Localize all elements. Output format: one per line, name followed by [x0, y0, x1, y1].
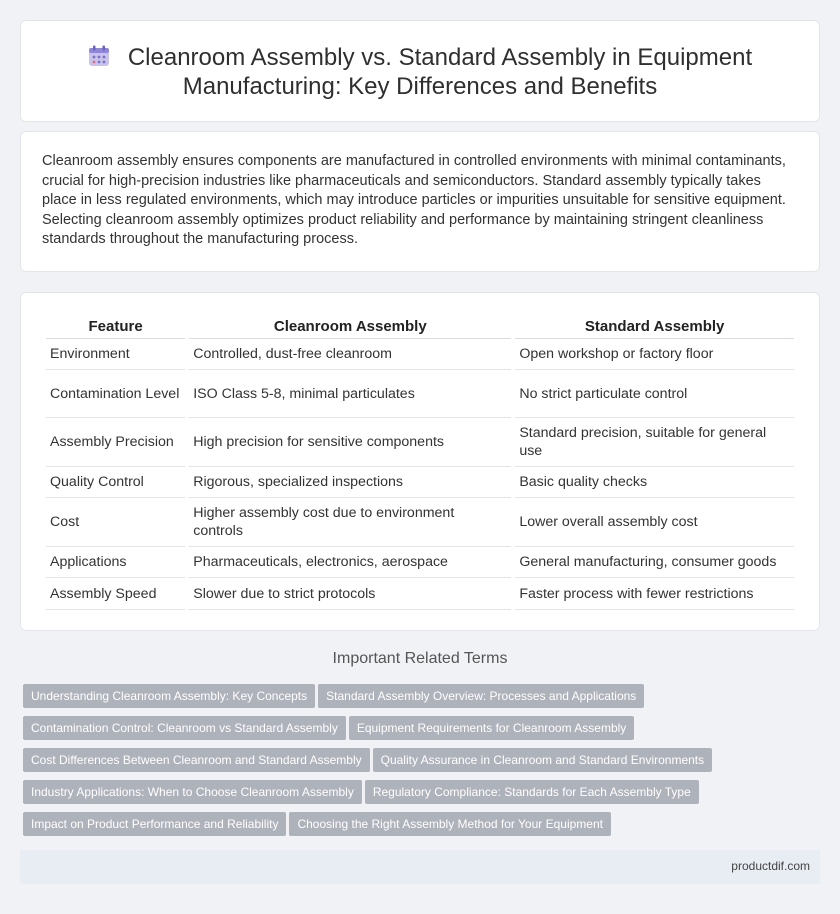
- table-row: [46, 467, 794, 498]
- table-row: [46, 339, 794, 370]
- intro-paragraph: Cleanroom assembly ensures components are manufactured in controlled environments with minimal contaminants, crucial for high-precision industries like pharmaceuticals and semiconductors. Standard assembly typically takes place in less regulated environments, which may introduce particles or impurities unsuitable for sensitive equipment. Selecting cleanroom assembly optimizes product reliability and performance by maintaining stringent cleanliness standards throughout the manufacturing process.: [42, 153, 786, 248]
- related-term-tag[interactable]: Contamination Control: Cleanroom vs Standard Assembly: [23, 716, 346, 740]
- related-term-tag[interactable]: Standard Assembly Overview: Processes and Applications: [318, 684, 644, 708]
- comparison-table-card: [20, 292, 820, 631]
- cleanroom-cell: ISO Class 5-8, minimal particulates: [189, 370, 511, 418]
- tag-row: [23, 716, 813, 748]
- feature-cell: Assembly Speed: [46, 578, 185, 610]
- related-term-tag[interactable]: Equipment Requirements for Cleanroom Assembly: [349, 716, 634, 740]
- feature-cell: Cost: [46, 498, 185, 547]
- tag-row: [23, 748, 813, 780]
- table-header-row: [46, 311, 794, 339]
- header-standard: Standard Assembly: [515, 311, 794, 339]
- related-term-tag[interactable]: Understanding Cleanroom Assembly: Key Concepts: [23, 684, 315, 708]
- title-line-2: Manufacturing: Key Differences and Benefits: [182, 73, 658, 100]
- feature-cell: Quality Control: [46, 467, 185, 498]
- cleanroom-cell: Controlled, dust-free cleanroom: [189, 339, 511, 370]
- page-title: [21, 43, 819, 101]
- header-cleanroom: Cleanroom Assembly: [189, 311, 511, 339]
- comparison-table: [42, 311, 798, 610]
- standard-cell: Open workshop or factory floor: [515, 339, 794, 370]
- intro-card: [20, 131, 820, 272]
- cleanroom-cell: High precision for sensitive components: [189, 418, 511, 467]
- feature-cell: Assembly Precision: [46, 418, 185, 467]
- feature-cell: Contamination Level: [46, 370, 185, 418]
- table-row: [46, 498, 794, 547]
- table-row: [46, 418, 794, 467]
- tag-row: [23, 780, 813, 812]
- tag-row: [23, 684, 813, 716]
- standard-cell: General manufacturing, consumer goods: [515, 547, 794, 578]
- table-row: [46, 547, 794, 578]
- cleanroom-cell: Slower due to strict protocols: [189, 578, 511, 610]
- cleanroom-cell: Higher assembly cost due to environment controls: [189, 498, 511, 547]
- related-term-tag[interactable]: Cost Differences Between Cleanroom and Standard Assembly: [23, 748, 370, 772]
- site-link[interactable]: productdif.com: [731, 859, 810, 873]
- standard-cell: Lower overall assembly cost: [515, 498, 794, 547]
- standard-cell: Standard precision, suitable for general use: [515, 418, 794, 467]
- standard-cell: No strict particulate control: [515, 370, 794, 418]
- title-card: [20, 20, 820, 122]
- related-terms-list: [23, 684, 813, 844]
- cleanroom-cell: Rigorous, specialized inspections: [189, 467, 511, 498]
- feature-cell: Applications: [46, 547, 185, 578]
- header-feature: Feature: [46, 311, 185, 339]
- related-term-tag[interactable]: Regulatory Compliance: Standards for Each Assembly Type: [365, 780, 699, 804]
- calendar-icon: [88, 45, 110, 67]
- related-term-tag[interactable]: Quality Assurance in Cleanroom and Standard Environments: [373, 748, 713, 772]
- standard-cell: Faster process with fewer restrictions: [515, 578, 794, 610]
- standard-cell: Basic quality checks: [515, 467, 794, 498]
- table-row: [46, 370, 794, 418]
- related-term-tag[interactable]: Industry Applications: When to Choose Cleanroom Assembly: [23, 780, 362, 804]
- title-line-1: Cleanroom Assembly vs. Standard Assembly in Equipment: [127, 44, 753, 71]
- feature-cell: Environment: [46, 339, 185, 370]
- related-term-tag[interactable]: Choosing the Right Assembly Method for Your Equipment: [289, 812, 611, 836]
- table-row: [46, 578, 794, 610]
- related-terms-heading: Important Related Terms: [332, 650, 508, 667]
- related-term-tag[interactable]: Impact on Product Performance and Reliability: [23, 812, 286, 836]
- tag-row: [23, 812, 813, 844]
- footer: [20, 850, 820, 884]
- cleanroom-cell: Pharmaceuticals, electronics, aerospace: [189, 547, 511, 578]
